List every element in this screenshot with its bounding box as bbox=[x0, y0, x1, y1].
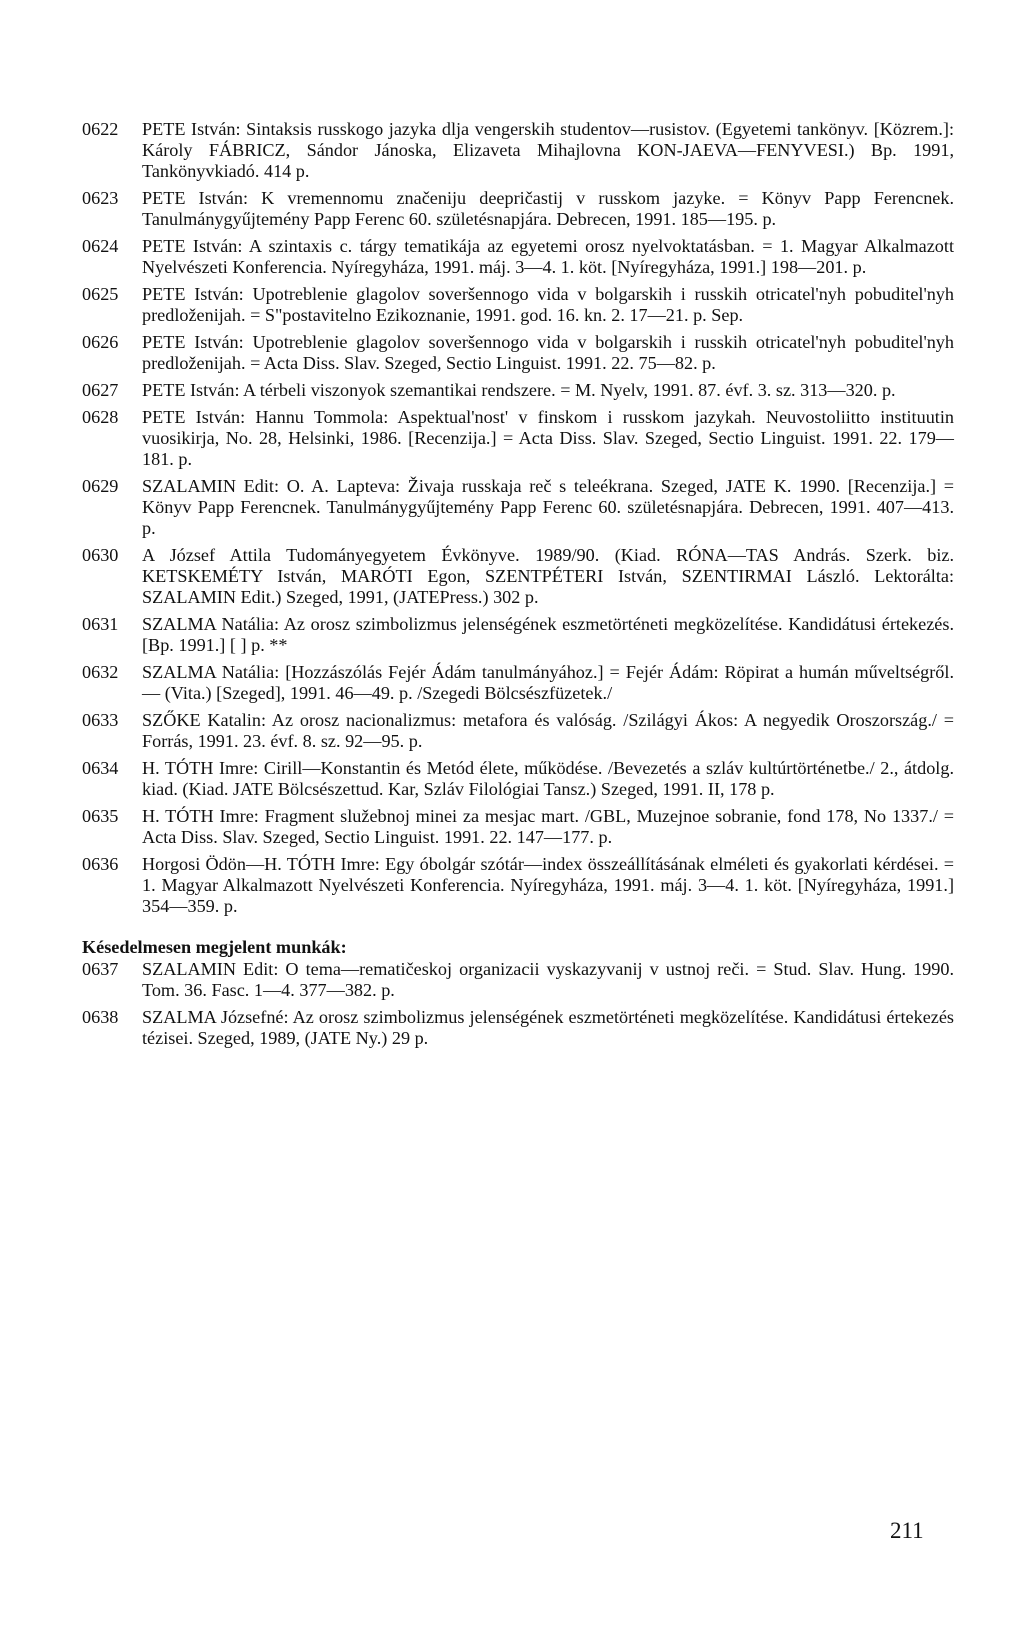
bibliography-entry bbox=[82, 662, 954, 704]
entry-number: 0634 bbox=[82, 758, 119, 778]
entry-text: SZALAMIN Edit: O. A. Lapteva: Živaja russkaja reč s teleékrana. Szeged, JATE K. 1990. [Recenzija.] = Könyv Papp Ferencnek. Tanulmánygyűjtemény Papp Ferenc 60. születésnapjára. Debrecen, 1991. 407—413. p. bbox=[142, 476, 954, 538]
bibliography-entry bbox=[82, 1007, 954, 1049]
bibliography-entry bbox=[82, 119, 954, 182]
entry-number: 0631 bbox=[82, 614, 119, 634]
entry-number: 0628 bbox=[82, 407, 119, 427]
entry-number: 0626 bbox=[82, 332, 119, 352]
entry-number: 0624 bbox=[82, 236, 119, 256]
bibliography-entry bbox=[82, 854, 954, 917]
bibliography-entry bbox=[82, 407, 954, 470]
bibliography-entry bbox=[82, 284, 954, 326]
bibliography-entry bbox=[82, 806, 954, 848]
entry-number: 0630 bbox=[82, 545, 119, 565]
entry-text: Horgosi Ödön—H. TÓTH Imre: Egy óbolgár szótár—index összeállításának elméleti és gyakorlati kérdései. = 1. Magyar Alkalmazott Nyelvészeti Konferencia. Nyíregyháza, 1991. máj. 3—4. 1. köt. [Nyíregyháza, 1991.] 354—359. p. bbox=[142, 854, 954, 916]
entry-text: PETE István: K vremennomu značeniju deepričastij v russkom jazyke. = Könyv Papp Ferencnek. Tanulmánygyűjtemény Papp Ferenc 60. születésnapjára. Debrecen, 1991. 185—195. p. bbox=[142, 188, 954, 229]
entry-text: H. TÓTH Imre: Cirill—Konstantin és Metód élete, működése. /Bevezetés a szláv kultúrtörténetbe./ 2., átdolg. kiad. (Kiad. JATE Bölcsészettud. Kar, Szláv Filológiai Tansz.) Szeged, 1991. II, 178 p. bbox=[142, 758, 954, 799]
bibliography-entry bbox=[82, 380, 954, 401]
entry-text: SZALAMIN Edit: O tema—rematičeskoj organizacii vyskazyvanij v ustnoj reči. = Stud. Slav. Hung. 1990. Tom. 36. Fasc. 1—4. 377—382. p. bbox=[142, 959, 954, 1000]
entry-text: PETE István: Sintaksis russkogo jazyka dlja vengerskih studentov—rusistov. (Egyetemi tankönyv. [Közrem.]: Károly FÁBRICZ, Sándor Jánoska, Elizaveta Mihajlovna KON-JAEVA—FENYVESI.) Bp. 1991, Tankönyvkiadó. 414 p. bbox=[142, 119, 954, 181]
bibliography-entry bbox=[82, 188, 954, 230]
entry-text: PETE István: A térbeli viszonyok szemantikai rendszere. = M. Nyelv, 1991. 87. évf. 3. sz. 313—320. p. bbox=[142, 380, 896, 400]
entry-text: SZALMA Józsefné: Az orosz szimbolizmus jelenségének eszmetörténeti megközelítése. Kandidátusi értekezés tézisei. Szeged, 1989, (JATE Ny.) 29 p. bbox=[142, 1007, 954, 1048]
entry-number: 0633 bbox=[82, 710, 119, 730]
entry-text: SZŐKE Katalin: Az orosz nacionalizmus: metafora és valóság. /Szilágyi Ákos: A negyedik Oroszország./ = Forrás, 1991. 23. évf. 8. sz. 92—95. p. bbox=[142, 710, 954, 751]
entry-number: 0632 bbox=[82, 662, 119, 682]
page-number: 211 bbox=[890, 1518, 924, 1543]
bibliography-entry bbox=[82, 332, 954, 374]
bibliography-entry bbox=[82, 959, 954, 1001]
entry-number: 0637 bbox=[82, 959, 119, 979]
entry-number: 0622 bbox=[82, 119, 119, 139]
bibliography-entry bbox=[82, 545, 954, 608]
entry-text: PETE István: Upotreblenie glagolov soveršennogo vida v bolgarskih i russkih otricatel'nyh pobuditel'nyh predloženijah. = Acta Diss. Slav. Szeged, Sectio Linguist. 1991. 22. 75—82. p. bbox=[142, 332, 954, 373]
entry-text: PETE István: Upotreblenie glagolov soveršennogo vida v bolgarskih i russkih otricatel'nyh pobuditel'nyh predloženijah. = S"postavitelno Ezikoznanie, 1991. god. 16. kn. 2. 17—21. p. Sep. bbox=[142, 284, 954, 325]
bibliography-entry bbox=[82, 614, 954, 656]
bibliography-entry bbox=[82, 758, 954, 800]
entry-text: H. TÓTH Imre: Fragment služebnoj minei za mesjac mart. /GBL, Muzejnoe sobranie, fond 178, No 1337./ = Acta Diss. Slav. Szeged, Sectio Linguist. 1991. 22. 147—177. p. bbox=[142, 806, 954, 847]
entry-number: 0638 bbox=[82, 1007, 119, 1027]
bibliography-entry bbox=[82, 476, 954, 539]
entry-text: SZALMA Natália: Az orosz szimbolizmus jelenségének eszmetörténeti megközelítése. Kandidátusi értekezés. [Bp. 1991.] [ ] p. ** bbox=[142, 614, 954, 655]
entry-text: PETE István: A szintaxis c. tárgy tematikája az egyetemi orosz nyelvoktatásban. = 1. Magyar Alkalmazott Nyelvészeti Konferencia. Nyíregyháza, 1991. máj. 3—4. 1. köt. [Nyíregyháza, 1991.] 198—201. p. bbox=[142, 236, 954, 277]
entry-number: 0625 bbox=[82, 284, 119, 304]
entry-text: SZALMA Natália: [Hozzászólás Fejér Ádám tanulmányához.] = Fejér Ádám: Röpirat a humán műveltségről. — (Vita.) [Szeged], 1991. 46—49. p. /Szegedi Bölcsészfüzetek./ bbox=[142, 662, 954, 703]
entry-number: 0623 bbox=[82, 188, 119, 208]
section-heading: Késedelmesen megjelent munkák: bbox=[82, 937, 347, 957]
entry-number: 0635 bbox=[82, 806, 119, 826]
entry-text: PETE István: Hannu Tommola: Aspektual'nost' v finskom i russkom jazykah. Neuvostoliitto instituutin vuosikirja, No. 28, Helsinki, 1986. [Recenzija.] = Acta Diss. Slav. Szeged, Sectio Linguist. 1991. 22. 179—181. p. bbox=[142, 407, 954, 469]
entry-number: 0629 bbox=[82, 476, 119, 496]
bibliography-page bbox=[82, 119, 954, 1055]
entry-number: 0636 bbox=[82, 854, 119, 874]
entry-number: 0627 bbox=[82, 380, 119, 400]
bibliography-entry bbox=[82, 710, 954, 752]
entry-text: A József Attila Tudományegyetem Évkönyve. 1989/90. (Kiad. RÓNA—TAS András. Szerk. biz. KETSKEMÉTY István, MARÓTI Egon, SZENTPÉTERI István, SZENTIRMAI László. Lektorálta: SZALAMIN Edit.) Szeged, 1991, (JATEPress.) 302 p. bbox=[142, 545, 954, 607]
bibliography-entry bbox=[82, 236, 954, 278]
